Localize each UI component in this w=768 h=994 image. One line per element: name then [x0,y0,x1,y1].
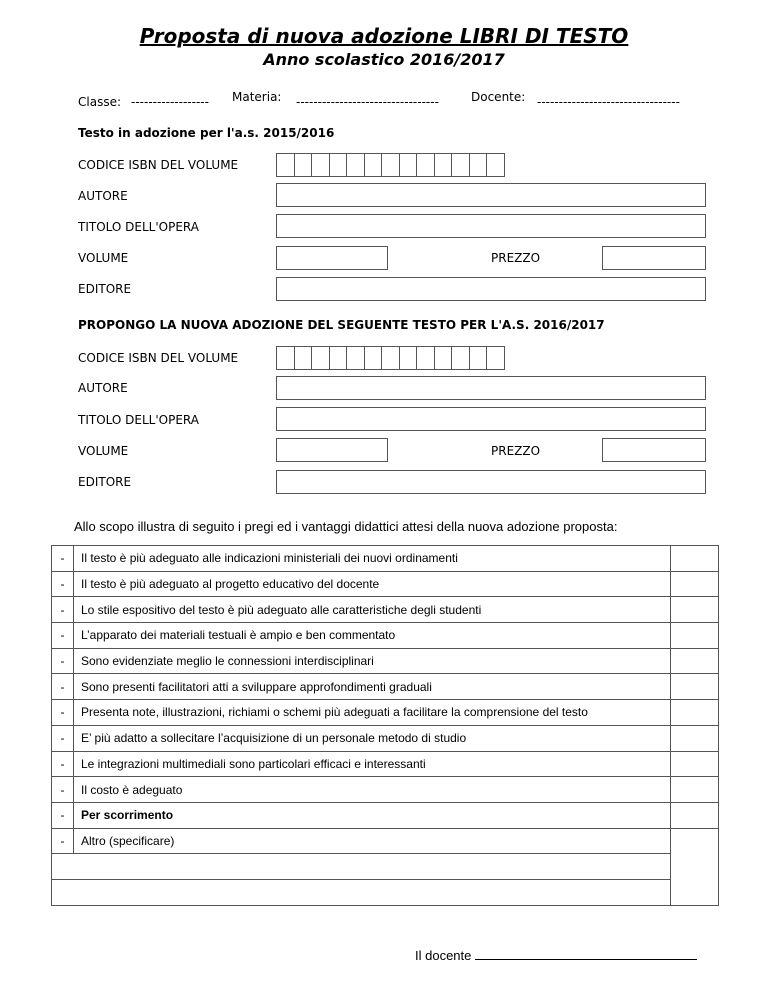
dash-marker: - [52,802,74,828]
new-volume-input[interactable] [276,438,388,462]
dash-marker: - [52,700,74,726]
criterion-check-cell[interactable] [671,828,719,905]
docente-field[interactable]: --------------------------------- [537,95,680,109]
criterion-text: Altro (specificare) [74,828,671,854]
volume-label: VOLUME [78,251,129,265]
school-year-subtitle: Anno scolastico 2016/2017 [263,50,505,69]
page-title: Proposta di nuova adozione LIBRI DI TESTO [139,24,629,48]
new-isbn-label: CODICE ISBN DEL VOLUME [78,351,239,365]
isbn-label: CODICE ISBN DEL VOLUME [78,158,239,172]
current-book-heading: Testo in adozione per l'a.s. 2015/2016 [78,126,335,140]
new-volume-label: VOLUME [78,444,129,458]
materia-field[interactable]: --------------------------------- [296,95,439,109]
dash-marker: - [52,751,74,777]
classe-label: Classe: [78,95,121,109]
new-isbn-input[interactable] [276,346,504,370]
criterion-text: L’apparato dei materiali testuali è ampio e ben commentato [74,623,671,649]
signature-label: Il docente [415,948,472,963]
criterion-check-cell[interactable] [671,725,719,751]
table-row [52,725,719,751]
autore-input[interactable] [276,183,706,207]
volume-input[interactable] [276,246,388,270]
table-row [52,674,719,700]
dash-marker: - [52,648,74,674]
new-autore-input[interactable] [276,376,706,400]
criterion-check-cell[interactable] [671,674,719,700]
prezzo-label: PREZZO [491,251,541,265]
table-row [52,571,719,597]
table-row [52,597,719,623]
dash-marker: - [52,828,74,854]
criterion-text: E’ più adatto a sollecitare l’acquisizione di un personale metodo di studio [74,725,671,751]
dash-marker: - [52,546,74,572]
criterion-text: Sono evidenziate meglio le connessioni interdisciplinari [74,648,671,674]
prezzo-input[interactable] [602,246,706,270]
dash-marker: - [52,725,74,751]
criteria-intro: Allo scopo illustra di seguito i pregi ed i vantaggi didattici attesi della nuova adozione proposta: [74,519,618,534]
signature-line[interactable] [475,945,697,960]
table-row [52,648,719,674]
dash-marker: - [52,597,74,623]
new-prezzo-input[interactable] [602,438,706,462]
criterion-check-cell[interactable] [671,623,719,649]
new-titolo-input[interactable] [276,407,706,431]
criterion-text: Il costo è adeguato [74,777,671,803]
criterion-check-cell[interactable] [671,777,719,803]
table-row [52,777,719,803]
criterion-text: Presenta note, illustrazioni, richiami o schemi più adeguati a facilitare la comprensione del testo [74,700,671,726]
criterion-text: Il testo è più adeguato alle indicazioni ministeriali dei nuovi ordinamenti [74,546,671,572]
editore-input[interactable] [276,277,706,301]
criterion-check-cell[interactable] [671,700,719,726]
new-editore-input[interactable] [276,470,706,494]
table-row [52,879,719,905]
new-titolo-label: TITOLO DELL'OPERA [78,413,199,427]
table-row [52,700,719,726]
new-autore-label: AUTORE [78,381,128,395]
autore-label: AUTORE [78,189,128,203]
dash-marker: - [52,674,74,700]
criterion-text: Lo stile espositivo del testo è più adeguato alle caratteristiche degli studenti [74,597,671,623]
table-row [52,751,719,777]
docente-label: Docente: [471,90,526,104]
titolo-input[interactable] [276,214,706,238]
table-row [52,802,719,828]
titolo-label: TITOLO DELL'OPERA [78,220,199,234]
criterion-check-cell[interactable] [671,546,719,572]
dash-marker: - [52,777,74,803]
signature-block [415,945,697,963]
dash-marker: - [52,623,74,649]
criterion-text: Per scorrimento [74,802,671,828]
criterion-text: Sono presenti facilitatori atti a sviluppare approfondimenti graduali [74,674,671,700]
new-prezzo-label: PREZZO [491,444,541,458]
criterion-check-cell[interactable] [671,648,719,674]
specify-line[interactable] [52,879,671,905]
specify-line[interactable] [52,854,671,880]
table-row [52,854,719,880]
dash-marker: - [52,571,74,597]
criterion-check-cell[interactable] [671,802,719,828]
criterion-check-cell[interactable] [671,571,719,597]
criterion-check-cell[interactable] [671,597,719,623]
criterion-text: Il testo è più adeguato al progetto educativo del docente [74,571,671,597]
isbn-input[interactable] [276,153,504,177]
criteria-table [51,545,719,906]
criterion-check-cell[interactable] [671,751,719,777]
new-book-heading: PROPONGO LA NUOVA ADOZIONE DEL SEGUENTE TESTO PER L'A.S. 2016/2017 [78,318,605,332]
table-row [52,828,719,854]
new-editore-label: EDITORE [78,475,132,489]
table-row [52,546,719,572]
classe-field[interactable]: ------------------ [131,95,209,109]
criterion-text: Le integrazioni multimediali sono particolari efficaci e interessanti [74,751,671,777]
editore-label: EDITORE [78,282,132,296]
table-row [52,623,719,649]
materia-label: Materia: [232,90,282,104]
